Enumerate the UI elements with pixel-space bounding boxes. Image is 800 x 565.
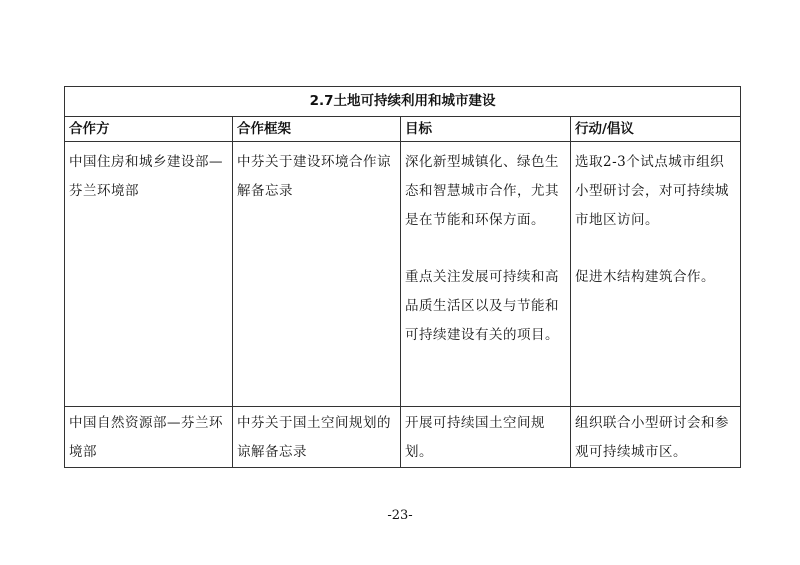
goals-cell [401, 407, 571, 468]
header-goals: 目标 [401, 117, 571, 142]
partner-text: 中国自然资源部—芬兰环境部 [69, 415, 223, 460]
partner-cell [65, 142, 233, 407]
goal-text: 开展可持续国土空间规划。 [405, 415, 545, 460]
goals-cell [401, 142, 571, 407]
framework-text: 中芬关于建设环境合作谅解备忘录 [237, 154, 391, 199]
framework-cell [233, 407, 401, 468]
action-text: 组织联合小型研讨会和参观可持续城市区。 [575, 415, 729, 460]
actions-cell [571, 407, 741, 468]
header-actions: 行动/倡议 [571, 117, 741, 142]
header-partner: 合作方 [65, 117, 233, 142]
page-number: -23- [387, 508, 413, 523]
cooperation-table [64, 86, 741, 468]
header-framework: 合作框架 [233, 117, 401, 142]
goal-text: 深化新型城镇化、绿色生态和智慧城市合作，尤其是在节能和环保方面。 [405, 154, 559, 228]
goal-text: 重点关注发展可持续和高品质生活区以及与节能和可持续建设有关的项目。 [405, 269, 559, 343]
partner-text: 中国住房和城乡建设部—芬兰环境部 [69, 154, 223, 199]
framework-text: 中芬关于国土空间规划的谅解备忘录 [237, 415, 391, 460]
framework-cell [233, 142, 401, 407]
header-row [65, 117, 741, 142]
action-text: 促进木结构建筑合作。 [575, 269, 715, 285]
partner-cell [65, 407, 233, 468]
section-title: 2.7土地可持续利用和城市建设 [65, 87, 741, 117]
actions-cell [571, 142, 741, 407]
table-row [65, 407, 741, 468]
section-title-row [65, 87, 741, 117]
table-row [65, 142, 741, 407]
action-text: 选取2-3个试点城市组织小型研讨会，对可持续城市地区访问。 [575, 154, 729, 228]
